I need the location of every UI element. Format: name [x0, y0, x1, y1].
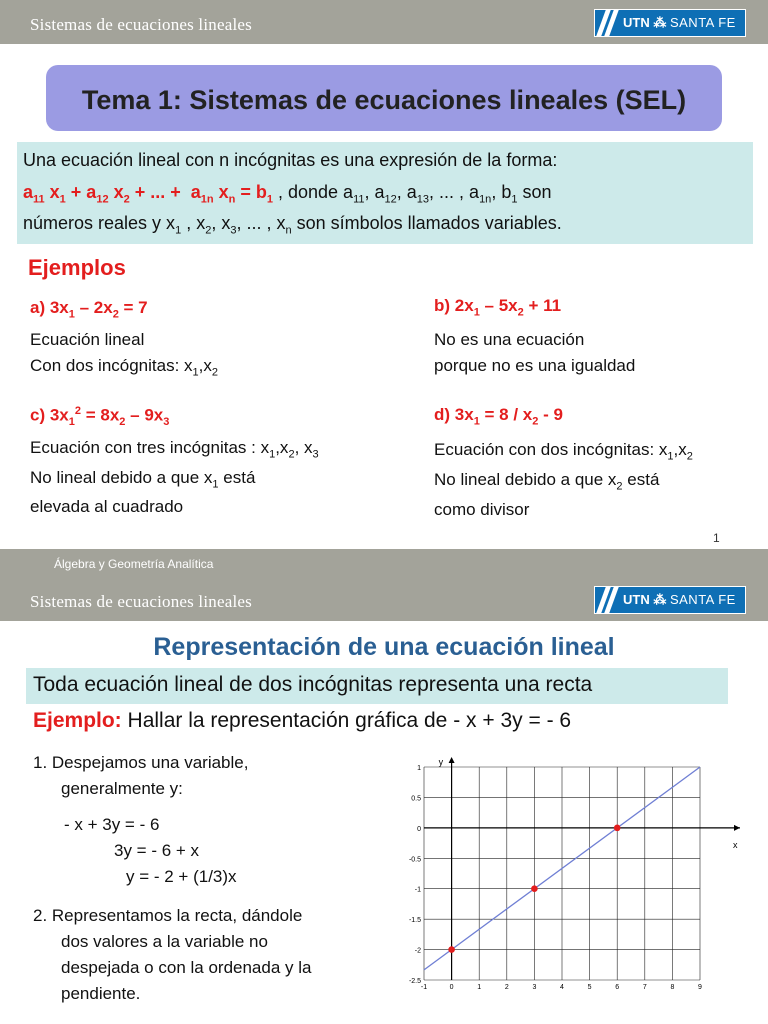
example-line	[33, 709, 571, 733]
step-1-line-1: 1. Despejamos una variable,	[33, 753, 249, 772]
line-graph	[388, 755, 758, 998]
example-b-line-2: porque no es una igualdad	[434, 356, 636, 375]
x-tick-label: 7	[642, 984, 647, 991]
x-tick-label: 9	[698, 984, 702, 991]
definition-line-1: Una ecuación lineal con n incógnitas es una expresión de la forma:	[23, 150, 558, 170]
definition-line-2: $a_{11}$ $x_1 + a_{12}$ $x_2$ + ... + $a_{1n}$ $x_n = b_1$ , donde $a_{11}$, $a_{12}$, $a_{13}$, ... , $a_{1n}$, $b_1$ son	[23, 182, 552, 206]
slide-header	[0, 577, 768, 621]
equation-2: 3y = - 6 + x	[114, 841, 200, 860]
statement-text: Toda ecuación lineal de dos incógnitas representa una recta	[33, 673, 593, 696]
logo-text-utn: UTN	[623, 15, 650, 30]
header-title: Sistemas de ecuaciones lineales	[30, 592, 252, 611]
data-point	[531, 885, 538, 892]
example-d-line-2: No lineal debido a que $x_2$ está	[434, 470, 660, 493]
step-2-line-4: pendiente.	[61, 984, 141, 1003]
data-point	[448, 946, 455, 953]
example-c-line-2: No lineal debido a que $x_1$ está	[30, 468, 256, 491]
example-text: Hallar la representación gráfica de - x + 3y = - 6	[121, 709, 572, 732]
step-1-line-2: generalmente y:	[61, 779, 183, 798]
example-d-line-3: como divisor	[434, 500, 530, 519]
y-tick-label: -0.5	[408, 856, 421, 864]
y-tick-label: 1	[417, 765, 421, 772]
step-2-line-1: 2. Representamos la recta, dándole	[33, 906, 303, 925]
statement-box	[26, 668, 728, 704]
example-d-line-1: Ecuación con dos incógnitas: $x_1,x_2$	[434, 440, 693, 463]
x-tick-label: 5	[587, 984, 592, 991]
logo-text-santa-fe: SANTA FE	[669, 15, 736, 30]
slide-footer	[0, 549, 768, 577]
x-tick-label: 6	[615, 984, 620, 991]
example-a-line-2: Con dos incógnitas: $x_1,x_2$	[30, 356, 219, 379]
example-c-line-3: elevada al cuadrado	[30, 497, 184, 516]
example-d-equation: d) $3x_1 = 8 / x_2 - 9$	[434, 405, 563, 428]
example-c-equation: c) $3x_1^2 = 8x_2 - 9x_3$	[30, 405, 170, 429]
utn-logo	[594, 9, 746, 37]
y-tick-label: -1.5	[408, 917, 421, 925]
y-tick-label: 0	[417, 825, 421, 833]
example-label: Ejemplo:	[33, 709, 122, 732]
step-2-line-2: dos valores a la variable no	[61, 932, 268, 951]
x-tick-label: 3	[532, 984, 537, 991]
x-tick-label: 4	[560, 984, 564, 991]
y-tick-label: 0.5	[411, 795, 421, 803]
logo-text-santa-fe: SANTA FE	[669, 592, 736, 607]
x-tick-label: 8	[670, 984, 675, 991]
example-a-equation: a) $3x_1 - 2x_2 = 7$	[30, 298, 148, 321]
definition-box	[17, 142, 753, 244]
header-title: Sistemas de ecuaciones lineales	[30, 15, 252, 34]
example-b-line-1: No es una ecuación	[434, 330, 585, 349]
slide-2	[0, 577, 768, 1024]
example-b-equation: b) $2x_1 - 5x_2 + 11$	[434, 296, 562, 319]
y-axis-arrow-icon	[449, 757, 455, 763]
examples-title: Ejemplos	[28, 255, 126, 280]
page-number: 1	[713, 531, 720, 545]
logo-separator-icon: ⁂	[653, 592, 667, 607]
equation-3: y = - 2 + (1/3)x	[126, 867, 237, 886]
x-axis-arrow-icon	[734, 825, 740, 831]
y-tick-label: -1	[414, 886, 421, 894]
utn-logo	[594, 586, 746, 614]
x-tick-label: 0	[449, 984, 454, 991]
x-tick-label: 1	[477, 984, 482, 991]
y-tick-label: -2	[414, 947, 421, 955]
logo-separator-icon: ⁂	[653, 15, 667, 30]
y-axis-label: y	[438, 757, 444, 767]
definition-line-3: números reales y $x_1$ , $x_2$, $x_3$, ... , $x_n$ son símbolos llamados variables.	[23, 213, 562, 237]
slide-title-box	[46, 65, 722, 131]
equation-1: - x + 3y = - 6	[64, 815, 160, 834]
x-axis-label: x	[733, 839, 738, 850]
slide-title: Representación de una ecuación lineal	[153, 633, 615, 661]
slide-title: Tema 1: Sistemas de ecuaciones lineales (SEL)	[81, 85, 687, 115]
y-tick-label: -2.5	[408, 978, 421, 985]
footer-text: Álgebra y Geometría Analítica	[54, 557, 214, 571]
x-tick-label: 2	[504, 984, 509, 991]
logo-text-utn: UTN	[623, 592, 650, 607]
general-linear-equation: $a_{11}$ $x_1 + a_{12}$ $x_2$ + ... + $a_{1n}$ $x_n = b_1$	[23, 182, 273, 206]
step-2-line-3: despejada o con la ordenada y la	[61, 958, 312, 977]
x-tick-label: -1	[420, 984, 428, 991]
data-point	[614, 825, 621, 832]
slide-header	[0, 0, 768, 44]
example-a-line-1: Ecuación lineal	[30, 330, 145, 349]
example-c-line-1: Ecuación con tres incógnitas : $x_1,x_2$, $x_3$	[30, 438, 319, 461]
